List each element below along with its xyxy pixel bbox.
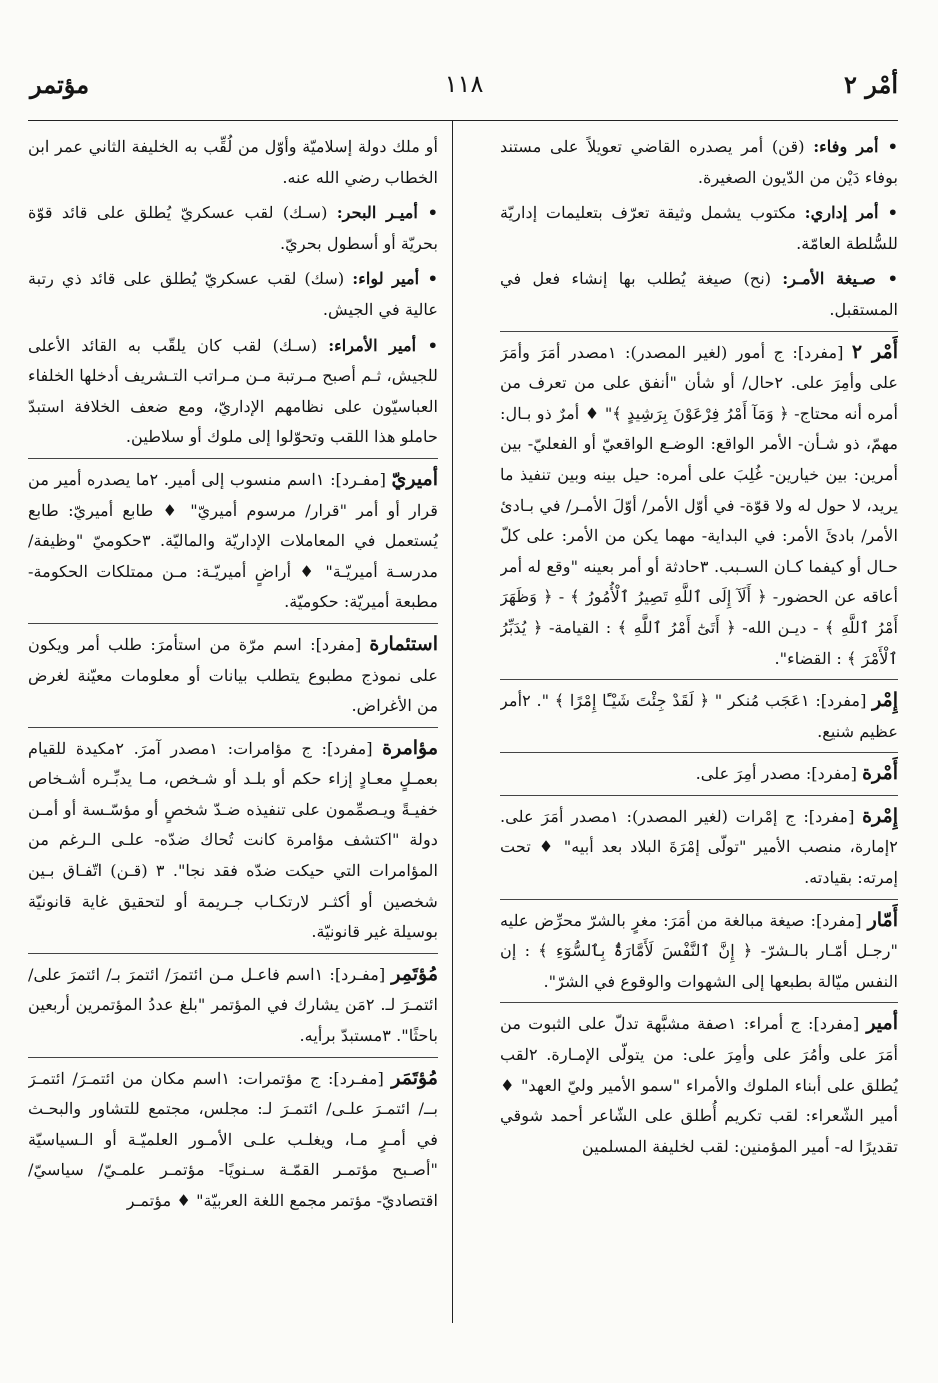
sub-entry-label: • أميـر البحر:	[336, 203, 438, 223]
header-rule	[28, 120, 898, 121]
entry-definition: (سـك) لقب كان يلقّب به القائد الأعلى للجيش، ثـم أصبح مـرتبة مـن مـراتب التـشريف أدخلها الخلفاء العباسيّون على نظامهم الإداريّ، ومع ضعف الخلافة استبدّ حاملو هذا اللقب وتحوّلوا إلى ملوك أو سلاطين.	[28, 335, 438, 447]
dictionary-entry	[500, 795, 898, 894]
entry-definition: أو ملك دولة إسلاميّة وأوّل من لُقِّب به الخليفة الثاني عمر ابن الخطاب رضي الله عنه.	[28, 137, 438, 187]
entry-headword: إِمْرة	[862, 804, 898, 827]
entry-definition: (سك) لقب عسكريّ يُطلق على قائد ذي رتبة عالية في الجيش.	[28, 269, 438, 319]
sub-entry-label: • أمر وفاء:	[813, 137, 898, 156]
entry-definition: [مفرد]: ج مؤامرات: ١مصدر آمرَ. ٢مكيدة للقيام بعمـلٍ معـادٍ إزاء حكم أو بلـد أو شـخص، مـا يدبِّـره أشـخاص خفيـةً ويـصمِّمون على تنفيذه ضـدّ شخصٍ أو مؤسّـسة أو أمـن دولة "اكتشف مؤامرة كانت تُحاك ضدّه- علـى الـرغم من المؤامرات التي حيكت ضدّه فقد نجا". ٣ (قـن) اتّفـاق بـين شخصين أو أكثـر لارتكـاب جـريمة أو لتحقيق غاية قانونيّة بوسيلة غير قانونيّة.	[28, 738, 438, 942]
dictionary-entry	[500, 1002, 898, 1162]
entry-definition: [مفرد]: مصدر أمِرَ على.	[695, 764, 863, 784]
entry-headword: أَمْرة	[862, 762, 898, 785]
entry-definition: (نح) صيغة يُطلب بها إنشاء فعل في المستقبل.	[500, 269, 898, 319]
entry-headword: أمير	[866, 1012, 898, 1035]
entry-definition: [مفرد]: ج أمراء: ١صفة مشبَّهة تدلّ على الثبوت من أمَرَ على وأمُرَ على وأمِرَ على: من يتولّى الإمـارة. ٢لقب يُطلق على أبناء الملوك والأمراء "سمو الأمير وليّ العهد" ♦ أمير الشّعراء: لقب تكريم أُطلق على الشّاعر أحمد شوقي تقديرًا له- أمير المؤمنين: لقب لخليفة المسلمين	[500, 1014, 898, 1156]
entry-headword: أميريّ	[391, 467, 438, 490]
entry-definition: مكتوب يشمل وثيقة تعرّف بتعليمات إداريّة للسُّلطة العامّة.	[500, 203, 898, 253]
entry-headword: مُؤتَمِر	[391, 962, 438, 985]
dictionary-entry	[500, 752, 898, 790]
entry-definition: (سـك) لقب عسكريّ يُطلق على قائد قوّة بحريّة أو أسطول بحريّ.	[28, 203, 438, 253]
entry-definition: [مفـرد]: ١اسم منسوب إلى أمير. ٢ما يصدره أمير من قرار أو أمر "قرار/ مرسوم أميريّ" ♦ طابع أميريّ: طابع يُستعمل في المعاملات الإداريّة والماليّة. ٣حكوميّ "وظيفة/ مدرسـة أميريّـة" ♦ أراضٍ أميريّـة: مـن ممتلكات الحكومة- مطبعة أميريّة: حكوميّة.	[28, 469, 438, 612]
entry-definition: [مفرد]: اسم مرّة من استأمرَ: طلب أمر ويكون على نموذج مطبوع يتطلب بيانات أو معلومات معيّنة لغرض من الأغراض.	[28, 634, 438, 716]
entry-headword: أَمْر ٢	[851, 340, 898, 363]
entry-headword: مُؤتَمَر	[391, 1066, 438, 1089]
entry-headword: أَمّار	[867, 908, 898, 931]
dictionary-entry	[28, 198, 438, 259]
dictionary-entry	[28, 727, 438, 948]
sub-entry-label: • صـيغة الأمـر:	[782, 269, 898, 289]
dictionary-entry	[500, 679, 898, 747]
running-header	[30, 70, 898, 110]
entry-definition: [مفـرد]: ١اسم فاعـل مـن ائتمرَ/ ائتمرَ بـ/ ائتمرَ على/ ائتمـرَ لـ. ٢مَن يشارك في المؤتمر "بلغ عددُ المؤتمرين أربعين باحثًا". ٣مستبدّ برأيه.	[28, 964, 438, 1046]
dictionary-entry	[500, 899, 898, 998]
entry-definition: [مفرد]: صيغة مبالغة من أمَرَ: مغرٍ بالشرّ محرِّض عليه "رجـل أمّـار بالـشرّ- ﴿ إِنَّ ٱلنَّفْسَ لَأَمَّارَةٌۢ بِٱلسُّوٓءِ ﴾ : إن النفس ميّالة بطبعها إلى الشهوات والوقوع في الشرّ".	[500, 910, 898, 991]
entry-headword: إِمْر	[872, 689, 898, 712]
dictionary-entry	[28, 264, 438, 325]
entry-headword: استئمارة	[369, 632, 438, 655]
entry-definition: (قن) أمر يصدره القاضي تعويلاً على مستند بوفاء دَيْن من الدّيون الصغيرة.	[500, 137, 898, 187]
dictionary-entry	[28, 132, 438, 193]
sub-entry-label: • أمير لواء:	[352, 269, 438, 289]
dictionary-entry	[500, 331, 898, 675]
entry-definition: [مفرد]: ج إمْرات (لغير المصدر): ١مصدر أمَرَ على. ٢إمارة، منصب الأمير "تولّى إمْرَةَ البلاد بعد أبيه" ♦ تحت إمرته: بقيادته.	[500, 806, 898, 888]
dictionary-entry	[500, 264, 898, 325]
dictionary-entry	[500, 198, 898, 259]
entry-definition: [مفرد]: ١عَجَب مُنكر " ﴿ لَقَدْ جِئْتَ شَيْـًٔا إِمْرًا ﴾ ". ٢أمر عظيم شنيع.	[500, 691, 898, 741]
left-column	[28, 132, 438, 1332]
entry-definition: [مفرد]: ج أمور (لغير المصدر): ١مصدر أمَرَ وأمَرَ على وأمِرَ على. ٢حال/ أو شأن "أنفق على من تعرف من أمره أنه محتاج- ﴿ وَمَآ أَمْرُ فِرْعَوْنَ بِرَشِيدٍ ﴾" ♦ أمرٌ ذو بـال: مهمّ، ذو شـأن- الأمر الواقع: الوضـع الواقعيّ أو الفعليّ- بين أمرين: بين خيارين- غُلِبَ على أمره: حيل بينه وبين تنفيذ ما يريد، لا حول له ولا قوّة- في أوّل الأمر/ أوّلَ الأمـر/ في بـادئ الأمر/ بادئَ الأمر: في البداية- مهما يكن من الأمر: على كلّ حـال أو كيفما كـان السـبب. ٣حادثة أو أمر بعينه "وقع له أمر أعاقه عن الحضور- ﴿ أَلَآ إِلَى ٱللَّهِ تَصِيرُ ٱلْأُمُورُ ﴾ - ﴿ وَظَهَرَ أَمْرُ ٱللَّهِ ﴾ - ديـن الله- ﴿ أَتَىٰٓ أَمْرُ ٱللَّهِ ﴾ : القيامة- ﴿ يُدَبِّرُ ٱلْأَمْرَ ﴾ : القضاء".	[500, 342, 898, 668]
dictionary-entry	[28, 623, 438, 722]
sub-entry-label: • أمير الأمراء:	[328, 335, 438, 355]
header-guide-word-left: مؤتمر	[30, 70, 90, 99]
dictionary-entry	[500, 132, 898, 193]
sub-entry-label: • أمر إداري:	[804, 203, 898, 223]
dictionary-entry	[28, 331, 438, 453]
column-divider	[452, 120, 453, 1323]
dictionary-entry	[28, 1057, 438, 1217]
header-guide-word-right: أمْر ٢	[843, 70, 898, 99]
right-column	[500, 132, 898, 1332]
page-number: ١١٨	[444, 70, 484, 98]
entry-definition: [مفـرد]: ج مؤتمرات: ١اسم مكان من ائتمـرَ/ ائتمـرَ بــ/ ائتمـرَ علـى/ ائتمـرَ لـ: مجلس، مجتمع للتشاور والبحـث في أمـرٍ مـا، ويغلـب علـى الأمـور العلميّـة أو الـسياسيّة "أصـبح مؤتمـر القمّـة سـنويًا- مؤتمـر علمـيّ/ سياسيّ/ اقتصاديّ- مؤتمر مجمع اللغة العربيّة" ♦ مؤتمـر	[28, 1068, 438, 1210]
dictionary-entry	[28, 458, 438, 618]
entry-headword: مؤامرة	[382, 736, 438, 759]
dictionary-entry	[28, 953, 438, 1052]
